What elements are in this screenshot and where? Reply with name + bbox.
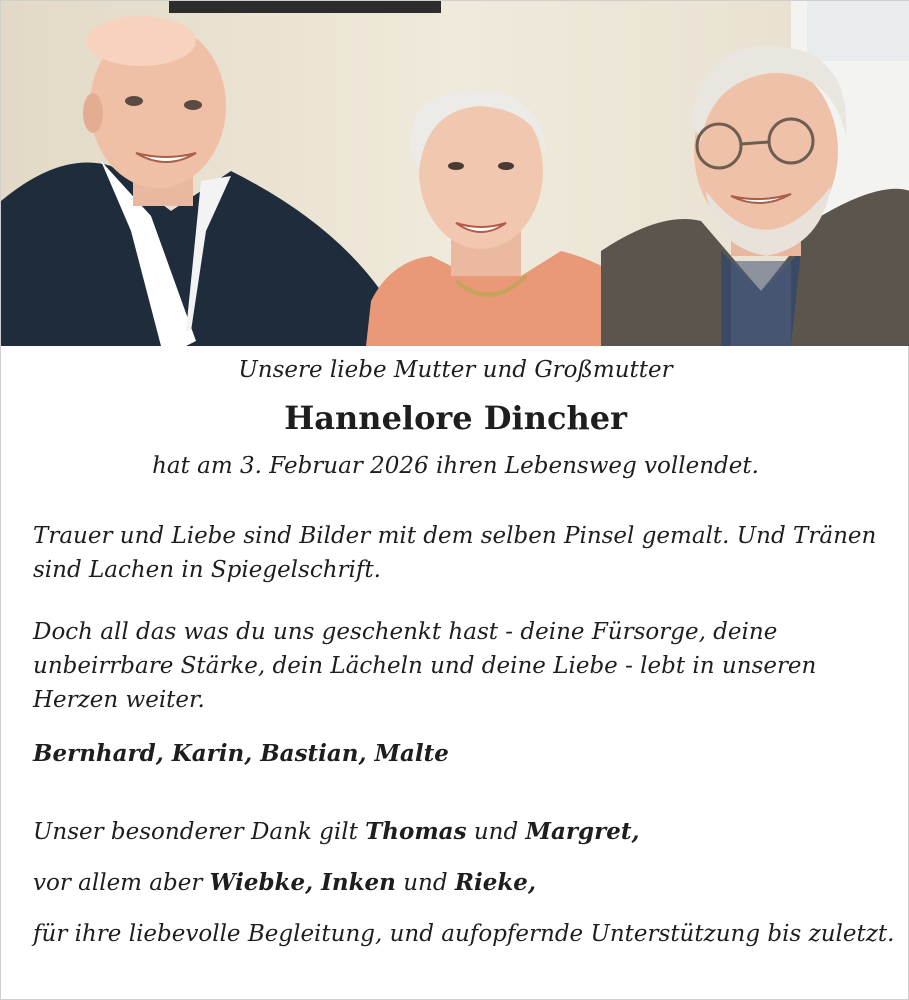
deceased-name: Hannelore Dincher: [284, 399, 627, 437]
family-names: Bernhard, Karin, Bastian, Malte: [33, 740, 449, 767]
thanks-line-1: [33, 818, 639, 845]
date-line: hat am 3. Februar 2026 ihren Lebensweg vollendet.: [152, 453, 759, 479]
thanks-text: und: [395, 870, 455, 896]
thanks-text: vor allem aber: [33, 870, 210, 896]
memorial-paragraph: Doch all das was du uns geschenkt hast - deine Fürsorge, deine unbeirrbare Stärke, dein Lächeln und deine Liebe - lebt in unseren Herzen weiter.: [33, 619, 817, 713]
thanks-line-2: [33, 869, 536, 896]
family-photo: [1, 1, 909, 346]
thanks-name: Wiebke, Inken: [209, 869, 396, 896]
thanks-line-3: für ihre liebevolle Begleitung, und aufopfernde Unterstützung bis zuletzt.: [33, 921, 895, 947]
thanks-name: Thomas: [365, 818, 467, 845]
thanks-name: Margret,: [525, 818, 640, 845]
quote-paragraph: Trauer und Liebe sind Bilder mit dem selben Pinsel gemalt. Und Tränen sind Lachen in Spiegelschrift.: [33, 523, 877, 583]
thanks-text: und: [466, 819, 526, 845]
intro-line: Unsere liebe Mutter und Großmutter: [238, 357, 673, 383]
thanks-name: Rieke,: [454, 869, 536, 896]
thanks-text: Unser besonderer Dank gilt: [33, 819, 366, 845]
